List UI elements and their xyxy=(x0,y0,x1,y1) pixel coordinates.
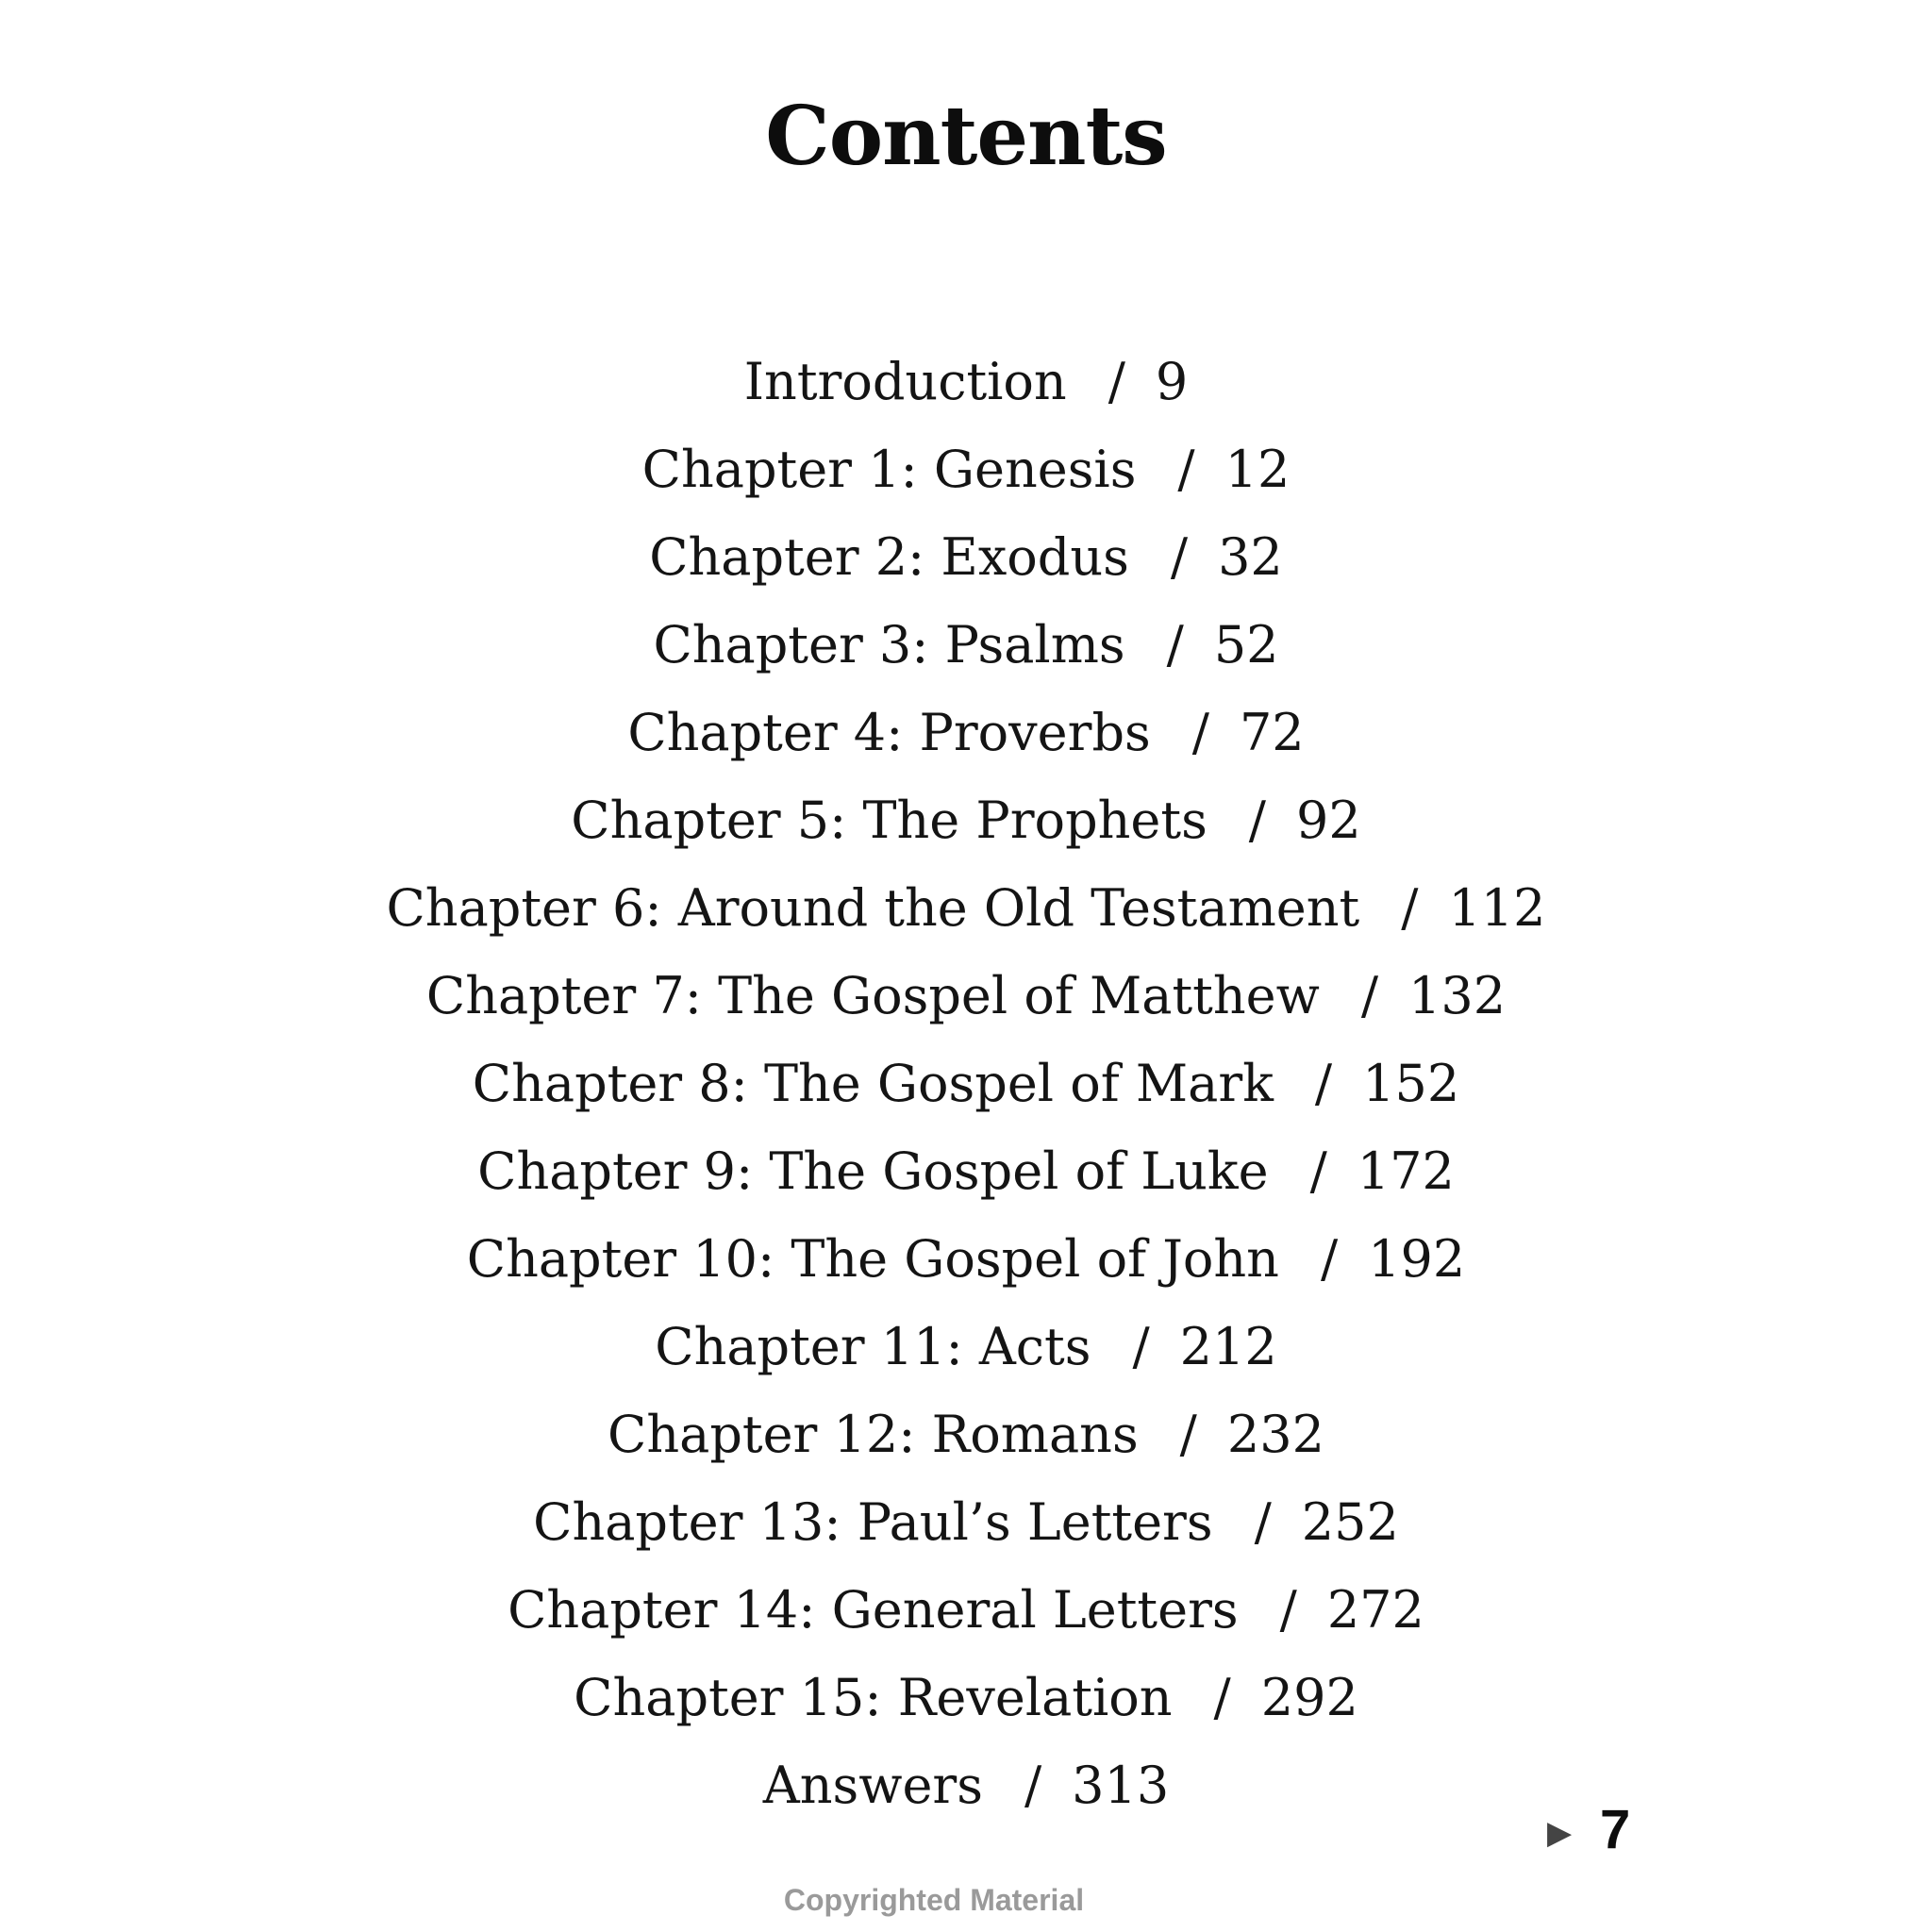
toc-entry-page: 132 xyxy=(1408,966,1507,1025)
toc-entry-label: Chapter 10: The Gospel of John xyxy=(466,1229,1279,1289)
toc-separator: / xyxy=(1314,1054,1333,1113)
toc-entry-label: Answers xyxy=(762,1756,983,1815)
toc-entry xyxy=(0,864,1932,952)
toc-separator: / xyxy=(1024,1756,1042,1815)
toc-separator: / xyxy=(1401,878,1419,938)
toc-entry-page: 52 xyxy=(1213,615,1279,675)
toc-entry-label: Chapter 15: Revelation xyxy=(574,1668,1173,1727)
toc-separator: / xyxy=(1166,615,1184,675)
page-title: Contents xyxy=(765,89,1167,184)
toc-entry xyxy=(0,952,1932,1040)
copyright-notice: Copyrighted Material xyxy=(783,1883,1085,1917)
toc-entry xyxy=(0,776,1932,864)
toc-entry-page: 313 xyxy=(1072,1756,1170,1815)
toc-entry-page: 32 xyxy=(1218,527,1283,587)
toc-entry-label: Chapter 12: Romans xyxy=(608,1405,1139,1464)
toc-entry xyxy=(0,1215,1932,1303)
toc-entry xyxy=(0,1654,1932,1741)
toc-entry xyxy=(0,1566,1932,1654)
toc-entry-label: Chapter 14: General Letters xyxy=(508,1580,1239,1640)
toc-entry xyxy=(0,425,1932,513)
table-of-contents xyxy=(0,338,1932,1829)
toc-entry-label: Chapter 7: The Gospel of Matthew xyxy=(425,966,1320,1025)
toc-entry-page: 92 xyxy=(1295,791,1361,850)
right-triangle-icon: ▶ xyxy=(1547,1814,1573,1852)
toc-entry-label: Chapter 11: Acts xyxy=(655,1317,1091,1376)
toc-separator: / xyxy=(1320,1229,1339,1289)
toc-entry xyxy=(0,1040,1932,1127)
toc-entry-label: Chapter 2: Exodus xyxy=(649,527,1129,587)
toc-separator: / xyxy=(1108,352,1125,411)
toc-separator: / xyxy=(1177,440,1195,499)
toc-entry-page: 292 xyxy=(1260,1668,1358,1727)
toc-entry xyxy=(0,601,1932,689)
toc-entry xyxy=(0,689,1932,776)
toc-separator: / xyxy=(1279,1580,1297,1640)
toc-entry xyxy=(0,1127,1932,1215)
toc-entry xyxy=(0,1478,1932,1566)
toc-separator: / xyxy=(1170,527,1189,587)
toc-entry-label: Introduction xyxy=(743,352,1067,411)
toc-entry-page: 192 xyxy=(1368,1229,1466,1289)
toc-entry-page: 272 xyxy=(1326,1580,1424,1640)
toc-entry-label: Chapter 1: Genesis xyxy=(641,440,1137,499)
toc-separator: / xyxy=(1213,1668,1231,1727)
toc-entry xyxy=(0,1303,1932,1391)
toc-separator: / xyxy=(1179,1405,1197,1464)
toc-entry xyxy=(0,513,1932,601)
toc-separator: / xyxy=(1191,703,1209,762)
toc-entry-page: 252 xyxy=(1301,1492,1399,1552)
toc-entry-page: 172 xyxy=(1357,1141,1455,1201)
toc-separator: / xyxy=(1309,1141,1327,1201)
toc-entry xyxy=(0,338,1932,425)
toc-entry-page: 9 xyxy=(1155,352,1189,411)
toc-entry-label: Chapter 6: Around the Old Testament xyxy=(386,878,1360,938)
toc-entry xyxy=(0,1391,1932,1478)
toc-entry-label: Chapter 8: The Gospel of Mark xyxy=(472,1054,1274,1113)
toc-entry-label: Chapter 3: Psalms xyxy=(653,615,1125,675)
toc-separator: / xyxy=(1248,791,1266,850)
toc-entry-page: 152 xyxy=(1362,1054,1460,1113)
toc-separator: / xyxy=(1132,1317,1150,1376)
toc-entry-page: 112 xyxy=(1448,878,1546,938)
toc-entry xyxy=(0,1741,1932,1829)
toc-entry-label: Chapter 13: Paul’s Letters xyxy=(533,1492,1213,1552)
toc-entry-label: Chapter 5: The Prophets xyxy=(571,791,1208,850)
toc-entry-page: 232 xyxy=(1226,1405,1324,1464)
toc-entry-label: Chapter 9: The Gospel of Luke xyxy=(477,1141,1269,1201)
toc-entry-label: Chapter 4: Proverbs xyxy=(627,703,1151,762)
toc-entry-page: 212 xyxy=(1179,1317,1277,1376)
page-number: 7 xyxy=(1600,1799,1631,1860)
toc-separator: / xyxy=(1254,1492,1272,1552)
toc-separator: / xyxy=(1360,966,1379,1025)
toc-entry-page: 12 xyxy=(1224,440,1291,499)
toc-entry-page: 72 xyxy=(1239,703,1305,762)
